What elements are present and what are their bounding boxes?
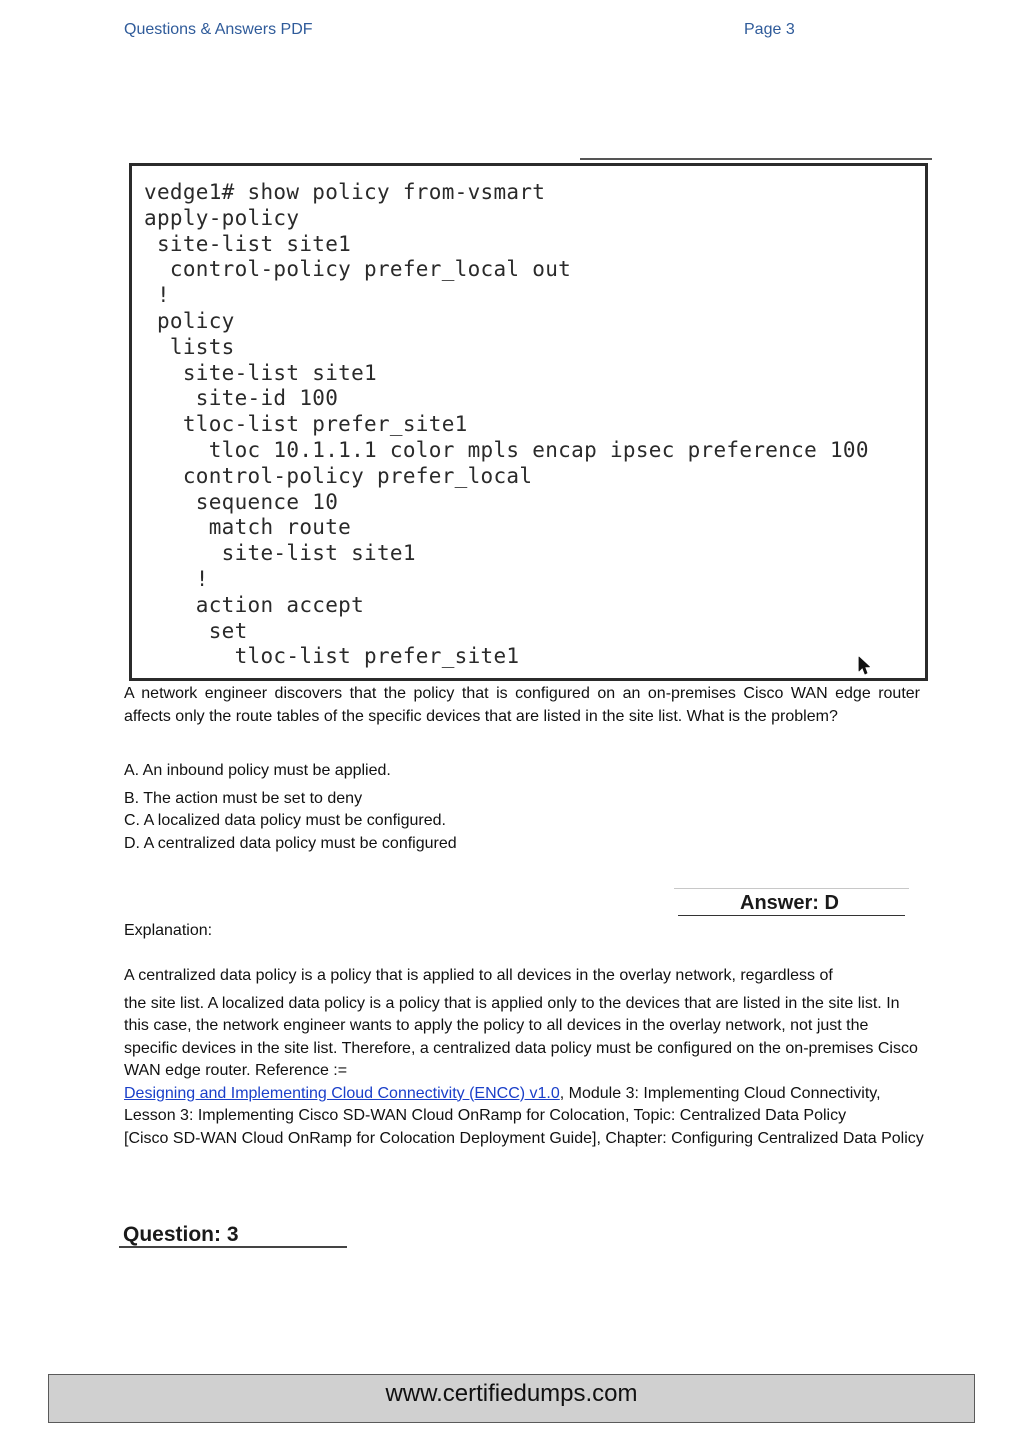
question-number: Question: 3	[123, 1223, 239, 1246]
answer-top-divider	[674, 888, 909, 889]
answer-label: Answer: D	[740, 892, 839, 914]
code-line: apply-policy	[144, 205, 300, 230]
question-underline	[119, 1246, 347, 1248]
code-screenshot	[129, 163, 928, 681]
question-text: A network engineer discovers that the policy that is configured on an on-premises Cisco WAN edge router affects only the route tables of the specific devices that are listed in the site list. What is the problem?	[124, 685, 920, 725]
code-line: site-list site1	[144, 541, 416, 566]
explanation-label: Explanation:	[124, 922, 213, 939]
option-b: B. The action must be set to deny	[124, 790, 363, 807]
code-line: tloc-list prefer_site1	[144, 412, 468, 437]
footer-url: www.certifiedumps.com	[385, 1380, 638, 1407]
code-line: match route	[144, 515, 352, 540]
reference-guide: [Cisco SD-WAN Cloud OnRamp for Colocation Deployment Guide], Chapter: Configuring Centralized Data Policy	[124, 1129, 924, 1147]
header-title: Questions & Answers PDF	[124, 21, 313, 38]
code-line: site-list site1	[144, 360, 377, 385]
code-line: tloc-list prefer_site1	[144, 644, 520, 669]
reference-details: , Module 3: Implementing Cloud Connectivity, Lesson 3: Implementing Cisco SD-WAN Cloud OnRamp for Colocation, Topic: Centralized Data Policy	[124, 1084, 881, 1124]
code-lines	[144, 179, 869, 669]
code-line: control-policy prefer_local out	[144, 257, 572, 282]
explanation-body: the site list. A localized data policy is a policy that is applied only to the devices that are listed in the site list. In this case, the network engineer wants to apply the policy to all devices in the overlay network, not just the specific devices in the site list. Therefore, a centralized data policy must be configured on the on-premises Cisco WAN edge router. Reference :=	[124, 994, 918, 1079]
code-line: tloc 10.1.1.1 color mpls encap ipsec preference 100	[144, 437, 869, 462]
code-line: action accept	[144, 592, 365, 617]
code-line: lists	[144, 334, 235, 359]
reference-link[interactable]: Designing and Implementing Cloud Connectivity (ENCC) v1.0	[124, 1084, 560, 1102]
explanation-line-1: A centralized data policy is a policy that is applied to all devices in the overlay network, regardless of	[124, 967, 833, 984]
code-line: !	[144, 283, 170, 308]
code-line: sequence 10	[144, 489, 339, 514]
code-line: control-policy prefer_local	[144, 463, 533, 488]
footer-bar	[48, 1374, 975, 1423]
option-d: D. A centralized data policy must be configured	[124, 835, 457, 852]
option-c: C. A localized data policy must be configured.	[124, 812, 446, 829]
code-line: set	[144, 618, 248, 643]
option-a: A. An inbound policy must be applied.	[124, 762, 391, 779]
code-line: !	[144, 566, 209, 591]
code-line: vedge1# show policy from-vsmart	[144, 180, 546, 204]
code-line: site-list site1	[144, 231, 352, 256]
code-top-divider	[580, 158, 932, 160]
code-line: policy	[144, 308, 235, 333]
code-line: site-id 100	[144, 386, 339, 411]
page-number: Page 3	[744, 21, 795, 38]
mouse-pointer-icon	[858, 656, 872, 676]
explanation-text	[124, 965, 924, 1150]
answer-underline	[678, 915, 905, 916]
